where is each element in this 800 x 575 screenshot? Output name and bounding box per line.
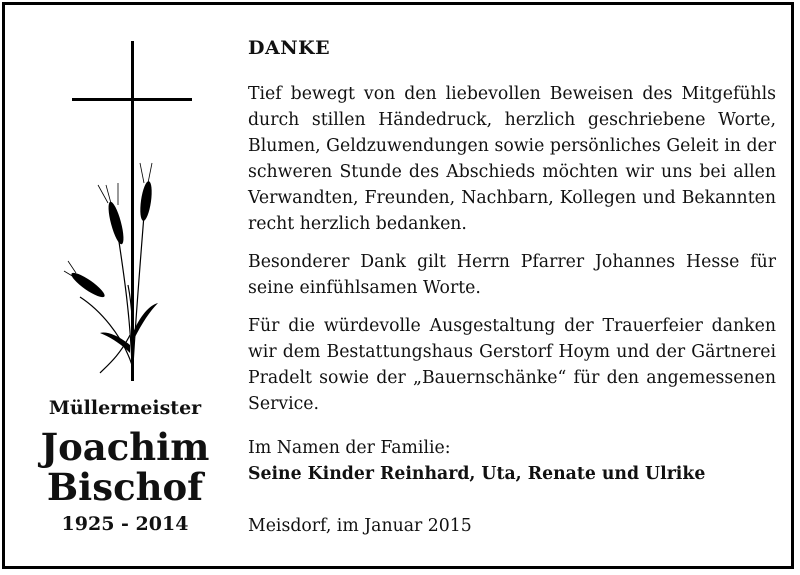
deceased-occupation: Müllermeister xyxy=(48,397,202,419)
deceased-first-name: Joachim xyxy=(40,425,210,469)
deceased-panel xyxy=(5,5,235,566)
obituary-notice xyxy=(2,2,794,569)
place-date: Meisdorf, im Januar 2015 xyxy=(248,516,472,536)
deceased-life-years: 1925 - 2014 xyxy=(61,513,189,535)
cross-with-wheat-icon xyxy=(60,35,210,385)
paragraph-service: Für die würdevolle Ausgestaltung der Trauerfeier danken wir dem Bestattungshaus Gerstorf Hoym und der Gärtnerei Pradelt sowie der „Bauernschänke“ für den angemessenen Service. xyxy=(248,316,776,414)
notice-heading: DANKE xyxy=(248,37,331,59)
thank-you-text xyxy=(248,35,776,556)
signature-names: Seine Kinder Reinhard, Uta, Renate und Ulrike xyxy=(248,464,706,484)
signature-intro: Im Namen der Familie: xyxy=(248,438,451,458)
paragraph-gratitude: Tief bewegt von den liebevollen Beweisen des Mitgefühls durch stillen Händedruck, herzlich geschriebene Worte, Blumen, Geldzuwendungen sowie persönliches Geleit in der schweren Stunde des Abschieds möchten wir uns bei allen Verwandten, Freunden, Nachbarn, Kollegen und Bekannten recht herzlich bedanken. xyxy=(248,84,776,234)
deceased-last-name: Bischof xyxy=(46,465,204,509)
paragraph-pastor: Besonderer Dank gilt Herrn Pfarrer Johannes Hesse für seine einfühlsamen Worte. xyxy=(248,252,776,298)
